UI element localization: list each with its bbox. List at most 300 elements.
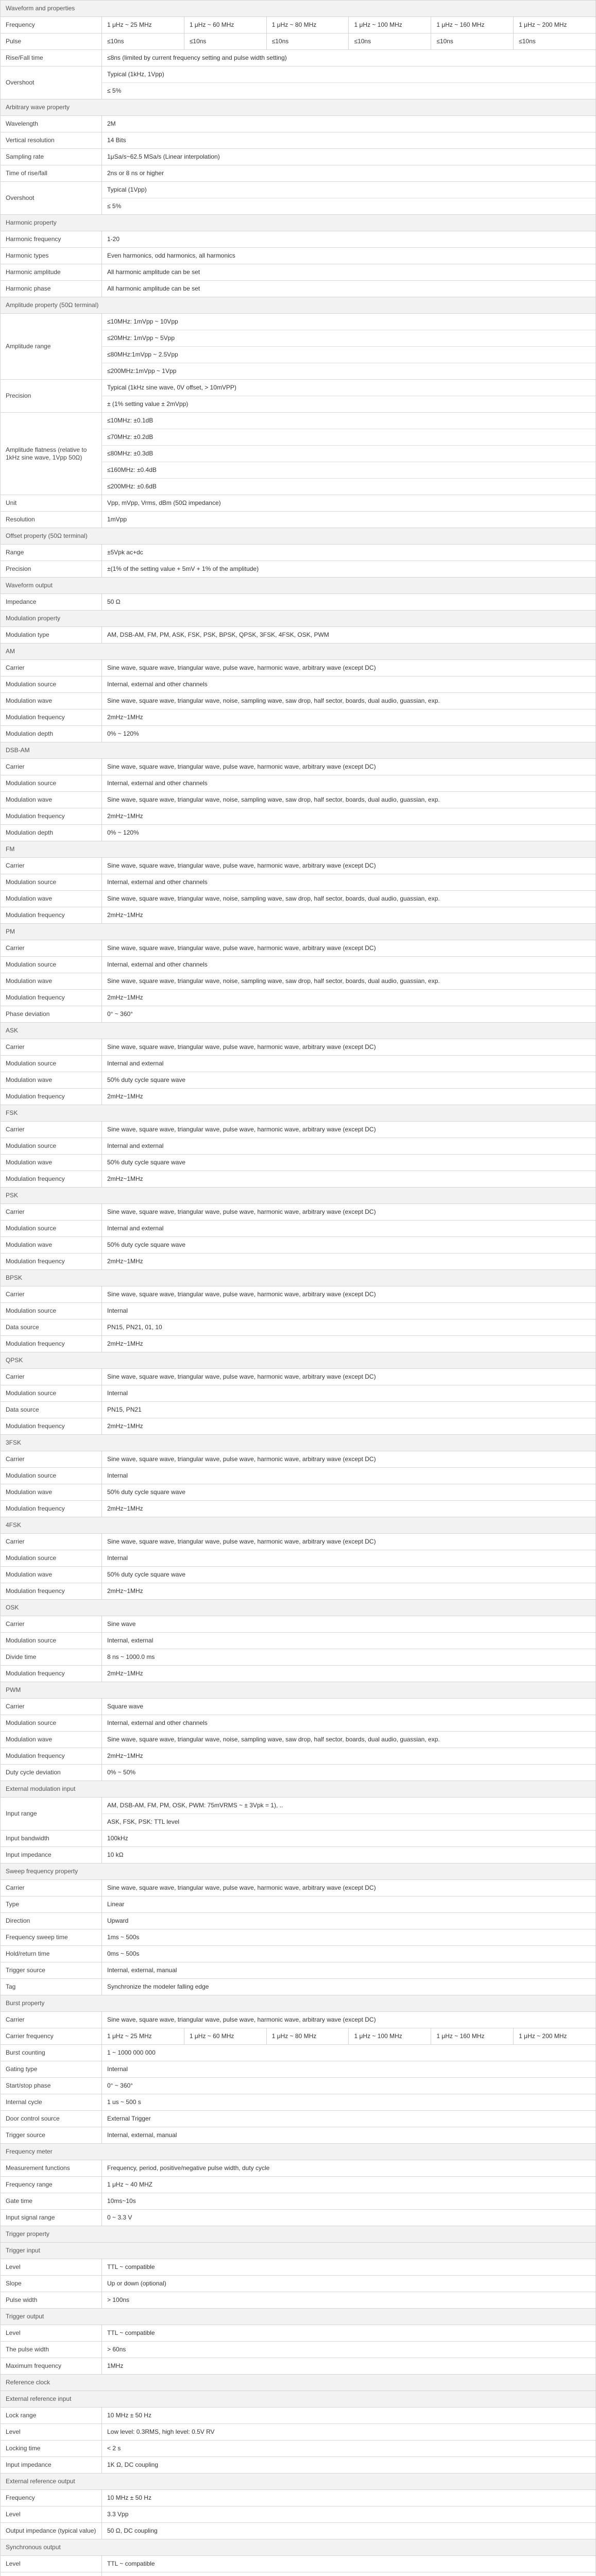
spec-value-line: Internal, external and other channels (107, 681, 208, 688)
spec-value (102, 907, 596, 924)
spec-value-line: Sine wave, square wave, triangular wave, noise, sampling wave, saw drop, half sector, boards, dual audio, guassian, exp. (107, 977, 440, 985)
spec-value-line: Sine wave, square wave, triangular wave, pulse wave, harmonic wave, arbitrary wave (except DC) (107, 2016, 376, 2023)
spec-value (102, 2572, 596, 2576)
section-header-row (1, 99, 596, 116)
spec-row (1, 825, 596, 841)
spec-label: Data source (1, 1402, 102, 1418)
section-header-row (1, 2144, 596, 2160)
spec-value-line: Synchronize the modeler falling edge (107, 1983, 209, 1990)
spec-value (102, 2012, 596, 2028)
spec-value (102, 2292, 596, 2309)
spec-label: Modulation wave (1, 1567, 102, 1583)
spec-row (1, 1847, 596, 1863)
spec-row (1, 1946, 596, 1962)
spec-value (102, 1237, 596, 1253)
spec-label: Modulation depth (1, 825, 102, 841)
spec-row (1, 1616, 596, 1633)
spec-label: Modulation frequency (1, 1336, 102, 1352)
spec-value (102, 1402, 596, 1418)
spec-value (102, 1501, 596, 1517)
spec-value-line: 50% duty cycle square wave (107, 1159, 186, 1166)
spec-row (1, 1929, 596, 1946)
section-header-row (1, 2539, 596, 2556)
spec-row (1, 1221, 596, 1237)
spec-label: Carrier (1, 759, 102, 775)
spec-value (102, 2441, 596, 2457)
spec-row (1, 1171, 596, 1188)
spec-row (1, 1402, 596, 1418)
spec-value-line: ≤80MHz:1mVpp ~ 2.5Vpp (102, 346, 595, 359)
spec-label: Overshoot (1, 66, 102, 99)
section-header-row (1, 1270, 596, 1286)
spec-value (102, 1748, 596, 1765)
spec-value (102, 2078, 596, 2094)
spec-row (1, 660, 596, 676)
spec-value (102, 594, 596, 611)
spec-label: Phase deviation (1, 1006, 102, 1023)
section-header-row (1, 215, 596, 231)
spec-value (102, 1171, 596, 1188)
spec-value (102, 709, 596, 726)
spec-value (102, 561, 596, 578)
spec-row (1, 1748, 596, 1765)
spec-value-line: ± (1% setting value ± 2mVpp) (102, 396, 595, 408)
spec-value-line: < 2 s (107, 2445, 121, 2452)
spec-value-line: ≤10MHz: ±0.1dB (107, 417, 154, 424)
spec-label: Burst counting (1, 2045, 102, 2061)
spec-row (1, 759, 596, 775)
spec-label: Input impedance (1, 2457, 102, 2473)
spec-value (102, 1221, 596, 1237)
spec-value-line: Internal and external (107, 1142, 164, 1149)
spec-row (1, 2078, 596, 2094)
spec-value (102, 66, 596, 99)
spec-value (102, 2490, 596, 2506)
spec-value-line: Internal, external, manual (107, 1967, 177, 1974)
spec-label: Modulation type (1, 627, 102, 643)
spec-value (102, 792, 596, 808)
spec-row (1, 1534, 596, 1550)
section-header-row (1, 1781, 596, 1798)
spec-label: Modulation source (1, 1633, 102, 1649)
spec-value-line: ≤200MHz:1mVpp ~ 1Vpp (102, 363, 595, 375)
spec-value-line: 50% duty cycle square wave (107, 1076, 186, 1083)
spec-label: Modulation frequency (1, 709, 102, 726)
spec-value-line: Low level: 0.3RMS, high level: 0.5V RV (107, 2428, 215, 2435)
section-header-row (1, 2243, 596, 2259)
spec-label: Modulation wave (1, 792, 102, 808)
spec-row (1, 264, 596, 281)
spec-row (1, 957, 596, 973)
section-header-row (1, 924, 596, 940)
spec-value (102, 1336, 596, 1352)
section-header-row (1, 2226, 596, 2243)
spec-label: Carrier frequency (1, 2028, 102, 2045)
spec-value (102, 512, 596, 528)
spec-row (1, 874, 596, 891)
spec-value-line: 50% duty cycle square wave (107, 1241, 186, 1248)
spec-value (102, 2094, 596, 2111)
spec-label: Frequency sweep time (1, 1929, 102, 1946)
spec-value (102, 1056, 596, 1072)
spec-row (1, 1649, 596, 1666)
spec-value-line: Internal, external and other channels (107, 779, 208, 787)
section-title: ASK (1, 1023, 596, 1039)
spec-value-line: Square wave (107, 1703, 144, 1710)
spec-value-line: Sine wave, square wave, triangular wave, pulse wave, harmonic wave, arbitrary wave (except DC) (107, 1208, 376, 1215)
spec-value-line: 2ns or 8 ns or higher (107, 170, 164, 177)
section-title: Arbitrary wave property (1, 99, 596, 116)
spec-value (102, 1138, 596, 1155)
section-title: Waveform output (1, 578, 596, 594)
spec-value (102, 1385, 596, 1402)
spec-row (1, 1204, 596, 1221)
spec-value (102, 1699, 596, 1715)
spec-label: Pulse (1, 33, 102, 50)
spec-label: Harmonic amplitude (1, 264, 102, 281)
section-header-row (1, 2375, 596, 2391)
spec-label: Modulation frequency (1, 1666, 102, 1682)
spec-row (1, 1765, 596, 1781)
spec-value (102, 1913, 596, 1929)
spec-value-line: 3.3 Vpp (107, 2511, 129, 2518)
spec-value (102, 495, 596, 512)
section-header-row (1, 1352, 596, 1369)
spec-row (1, 2061, 596, 2078)
spec-row (1, 380, 596, 413)
spec-value (102, 874, 596, 891)
spec-row (1, 1831, 596, 1847)
section-header-row (1, 2309, 596, 2325)
spec-value-line: TTL ~ compatible (107, 2263, 155, 2270)
spec-row (1, 1138, 596, 1155)
spec-row (1, 1253, 596, 1270)
spec-label: Modulation source (1, 1056, 102, 1072)
spec-row (1, 2506, 596, 2523)
spec-value-line: Sine wave, square wave, triangular wave, pulse wave, harmonic wave, arbitrary wave (except DC) (107, 1043, 376, 1050)
spec-row (1, 726, 596, 742)
spec-label: Internal cycle (1, 2094, 102, 2111)
section-title: Synchronous output (1, 2539, 596, 2556)
spec-label: Modulation wave (1, 1072, 102, 1089)
spec-label: Carrier (1, 2012, 102, 2028)
spec-value-line: PN15, PN21 (107, 1406, 142, 1413)
spec-value-line: TTL ~ compatible (107, 2560, 155, 2567)
spec-row (1, 1567, 596, 1583)
spec-value (102, 660, 596, 676)
spec-value (102, 990, 596, 1006)
spec-row (1, 17, 596, 33)
spec-value (102, 116, 596, 132)
spec-value-line: Sine wave, square wave, triangular wave, pulse wave, harmonic wave, arbitrary wave (except DC) (107, 664, 376, 671)
model-value-cell: 1 μHz ~ 25 MHz (102, 17, 184, 33)
spec-value-line: Up or down (optional) (107, 2280, 166, 2287)
spec-label: Carrier (1, 1122, 102, 1138)
spec-value-line: Sine wave, square wave, triangular wave, pulse wave, harmonic wave, arbitrary wave (except DC) (107, 1538, 376, 1545)
spec-value (102, 676, 596, 693)
spec-label: Modulation wave (1, 1732, 102, 1748)
spec-row (1, 1715, 596, 1732)
spec-value (102, 775, 596, 792)
spec-value (102, 1633, 596, 1649)
spec-value (102, 2506, 596, 2523)
spec-row (1, 1056, 596, 1072)
spec-label: Data source (1, 1319, 102, 1336)
spec-value (102, 808, 596, 825)
spec-row (1, 808, 596, 825)
section-title: Offset property (50Ω terminal) (1, 528, 596, 545)
spec-row (1, 907, 596, 924)
spec-value-line: Sine wave, square wave, triangular wave, pulse wave, harmonic wave, arbitrary wave (except DC) (107, 1373, 376, 1380)
spec-row (1, 2556, 596, 2572)
spec-label: Modulation wave (1, 973, 102, 990)
spec-value (102, 380, 596, 413)
spec-row (1, 693, 596, 709)
model-value-cell: 1 μHz ~ 160 MHz (431, 2028, 514, 2045)
section-title: 4FSK (1, 1517, 596, 1534)
spec-row (1, 50, 596, 66)
spec-label: Modulation source (1, 1468, 102, 1484)
model-value-cell: 1 μHz ~ 200 MHz (514, 2028, 596, 2045)
spec-label: Carrier (1, 858, 102, 874)
spec-label: Carrier (1, 660, 102, 676)
spec-value-line: Vpp, mVpp, Vrms, dBm (50Ω impedance) (107, 499, 221, 506)
spec-value (102, 545, 596, 561)
section-title: Reference clock (1, 2375, 596, 2391)
spec-row (1, 1798, 596, 1831)
section-header-row (1, 2391, 596, 2408)
spec-value-line: 2mHz~1MHz (107, 1175, 143, 1182)
spec-value-line: 1MHz (107, 2362, 124, 2369)
spec-value-line: 2mHz~1MHz (107, 1340, 143, 1347)
section-title: Trigger input (1, 2243, 596, 2259)
spec-label: Sampling rate (1, 149, 102, 165)
spec-value-line: Sine wave, square wave, triangular wave, pulse wave, harmonic wave, arbitrary wave (except DC) (107, 1291, 376, 1298)
section-header-row (1, 742, 596, 759)
spec-label: Modulation source (1, 957, 102, 973)
spec-label: Frequency range (1, 2177, 102, 2193)
model-value-cell: ≤10ns (349, 33, 431, 50)
spec-value-line: All harmonic amplitude can be set (107, 268, 200, 276)
spec-label: Vertical resolution (1, 132, 102, 149)
spec-row (1, 1501, 596, 1517)
spec-row (1, 2424, 596, 2441)
spec-value (102, 1550, 596, 1567)
spec-value (102, 1979, 596, 1995)
spec-value-line: Internal, external and other channels (107, 961, 208, 968)
spec-label: Modulation frequency (1, 1583, 102, 1600)
spec-row (1, 561, 596, 578)
spec-row (1, 2441, 596, 2457)
spec-value (102, 1072, 596, 1089)
spec-label: Pulse width (1, 2292, 102, 2309)
spec-value-line: 14 Bits (107, 137, 126, 144)
spec-label: Level (1, 2259, 102, 2276)
spec-value (102, 2424, 596, 2441)
spec-value-line: Internal (107, 1554, 128, 1562)
section-title: PWM (1, 1682, 596, 1699)
spec-value (102, 2193, 596, 2210)
section-header-row (1, 578, 596, 594)
spec-value-line: ≤200MHz: ±0.6dB (102, 478, 595, 490)
spec-value-line: Sine wave, square wave, triangular wave, pulse wave, harmonic wave, arbitrary wave (except DC) (107, 862, 376, 869)
spec-value (102, 50, 596, 66)
spec-row (1, 858, 596, 874)
spec-value-line: 1 us ~ 500 s (107, 2098, 141, 2106)
section-title: External modulation input (1, 1781, 596, 1798)
spec-label: Start/stop phase (1, 2078, 102, 2094)
model-value-cell: 1 μHz ~ 60 MHz (184, 2028, 266, 2045)
model-value-cell: 1 μHz ~ 200 MHz (514, 17, 596, 33)
spec-row (1, 1089, 596, 1105)
spec-row (1, 2160, 596, 2177)
spec-row (1, 1913, 596, 1929)
spec-label: Modulation frequency (1, 1501, 102, 1517)
spec-value (102, 231, 596, 248)
spec-row (1, 182, 596, 215)
spec-row (1, 1286, 596, 1303)
spec-label: Gating type (1, 2061, 102, 2078)
spec-value-line: 2M (107, 120, 116, 127)
spec-row (1, 1237, 596, 1253)
spec-value-line: ≤8ns (limited by current frequency setting and pulse width setting) (107, 54, 287, 61)
spec-label: Carrier (1, 1204, 102, 1221)
model-value-cell: ≤10ns (102, 33, 184, 50)
spec-value-line: ≤ 5% (102, 82, 595, 95)
spec-label: Frequency (1, 2490, 102, 2506)
spec-label: Modulation depth (1, 726, 102, 742)
spec-value-line: 10 MHz ± 50 Hz (107, 2412, 151, 2419)
spec-row (1, 2523, 596, 2539)
spec-value-line: Internal, external and other channels (107, 878, 208, 886)
section-header-row (1, 1105, 596, 1122)
spec-value (102, 2556, 596, 2572)
spec-label: Modulation wave (1, 1155, 102, 1171)
spec-label: Time of rise/fall (1, 165, 102, 182)
spec-row (1, 2028, 596, 2045)
spec-row (1, 495, 596, 512)
spec-value-line: Sine wave, square wave, triangular wave, pulse wave, harmonic wave, arbitrary wave (except DC) (107, 1884, 376, 1891)
spec-value (102, 1649, 596, 1666)
spec-label: Unit (1, 495, 102, 512)
spec-value-line: AM, DSB-AM, FM, PM, OSK, PWM: 75mVRMS ~ ± 3Vpk = 1), .. (107, 1802, 283, 1809)
spec-value-line: 1ms ~ 500s (107, 1934, 140, 1941)
spec-label: Gate time (1, 2193, 102, 2210)
spec-value-line: 1K Ω, DC coupling (107, 2461, 159, 2468)
section-title: Frequency meter (1, 2144, 596, 2160)
spec-value-line: 2mHz~1MHz (107, 1587, 143, 1595)
spec-value-line: 2mHz~1MHz (107, 1422, 143, 1430)
spec-label: Carrier (1, 1534, 102, 1550)
spec-label: Direction (1, 1913, 102, 1929)
spec-value-line: 2mHz~1MHz (107, 994, 143, 1001)
section-header-row (1, 643, 596, 660)
spec-label: The pulse width (1, 2342, 102, 2358)
spec-value-line: 0° ~ 360° (107, 1010, 133, 1018)
spec-value (102, 2210, 596, 2226)
spec-label: Modulation frequency (1, 907, 102, 924)
spec-label: Lock range (1, 2408, 102, 2424)
spec-row (1, 2210, 596, 2226)
spec-value-line: 0ms ~ 500s (107, 1950, 140, 1957)
spec-value-line: Sine wave, square wave, triangular wave, noise, sampling wave, saw drop, half sector, boards, dual audio, guassian, exp. (107, 895, 440, 902)
spec-row (1, 973, 596, 990)
spec-row (1, 2358, 596, 2375)
spec-label: Divide time (1, 1649, 102, 1666)
spec-row (1, 2193, 596, 2210)
spec-label: Trigger source (1, 1962, 102, 1979)
spec-value (102, 264, 596, 281)
spec-label: Modulation frequency (1, 1171, 102, 1188)
spec-label: Modulation frequency (1, 1748, 102, 1765)
spec-label: Carrier (1, 1286, 102, 1303)
spec-value-line: Typical (1kHz sine wave, 0V offset, > 10mVPP) (107, 384, 236, 391)
section-title: Waveform and properties (1, 1, 596, 17)
spec-row (1, 1155, 596, 1171)
spec-value-line: AM, DSB-AM, FM, PM, ASK, FSK, PSK, BPSK, QPSK, 3FSK, 4FSK, OSK, PWM (107, 631, 329, 638)
spec-label: Input range (1, 1798, 102, 1831)
spec-value (102, 1089, 596, 1105)
spec-row (1, 2572, 596, 2576)
spec-value-line: Even harmonics, odd harmonics, all harmonics (107, 252, 235, 259)
spec-value-line: 8 ns ~ 1000.0 ms (107, 1653, 155, 1660)
spec-value-line: ≤70MHz: ±0.2dB (102, 429, 595, 441)
spec-label: Carrier (1, 940, 102, 957)
spec-label: Door control source (1, 2111, 102, 2127)
spec-value (102, 2127, 596, 2144)
spec-value (102, 1896, 596, 1913)
model-value-cell: ≤10ns (514, 33, 596, 50)
section-header-row (1, 528, 596, 545)
spec-row (1, 1319, 596, 1336)
spec-row (1, 231, 596, 248)
spec-value (102, 759, 596, 775)
section-header-row (1, 1995, 596, 2012)
spec-value-line: Frequency, period, positive/negative pulse width, duty cycle (107, 2164, 270, 2172)
section-header-row (1, 1600, 596, 1616)
spec-value (102, 2259, 596, 2276)
spec-value-line: ≤80MHz: ±0.3dB (102, 445, 595, 457)
spec-label: Overshoot (1, 182, 102, 215)
spec-label: Modulation source (1, 1385, 102, 1402)
spec-label: Trigger source (1, 2127, 102, 2144)
spec-value (102, 1319, 596, 1336)
spec-row (1, 676, 596, 693)
spec-label: Modulation frequency (1, 1089, 102, 1105)
spec-value-line: Internal, external and other channels (107, 1719, 208, 1726)
spec-value (102, 314, 596, 380)
spec-value-line: ≤10MHz: 1mVpp ~ 10Vpp (107, 318, 178, 325)
spec-value-line: Sine wave, square wave, triangular wave, pulse wave, harmonic wave, arbitrary wave (except DC) (107, 944, 376, 952)
spec-label: Resolution (1, 512, 102, 528)
spec-value (102, 1847, 596, 1863)
spec-value-line: 1mVpp (107, 516, 127, 523)
spec-value (102, 165, 596, 182)
spec-value-line: PN15, PN21, 01, 10 (107, 1324, 162, 1331)
section-title: Burst property (1, 1995, 596, 2012)
spec-value-line: 10 kΩ (107, 1851, 124, 1858)
spec-label: Modulation source (1, 676, 102, 693)
spec-label: Hold/return time (1, 1946, 102, 1962)
spec-row (1, 66, 596, 99)
spec-label: Modulation source (1, 1715, 102, 1732)
spec-row (1, 1962, 596, 1979)
spec-row (1, 2325, 596, 2342)
spec-row (1, 2012, 596, 2028)
spec-value (102, 2061, 596, 2078)
spec-value (102, 858, 596, 874)
spec-label: Input signal range (1, 2210, 102, 2226)
